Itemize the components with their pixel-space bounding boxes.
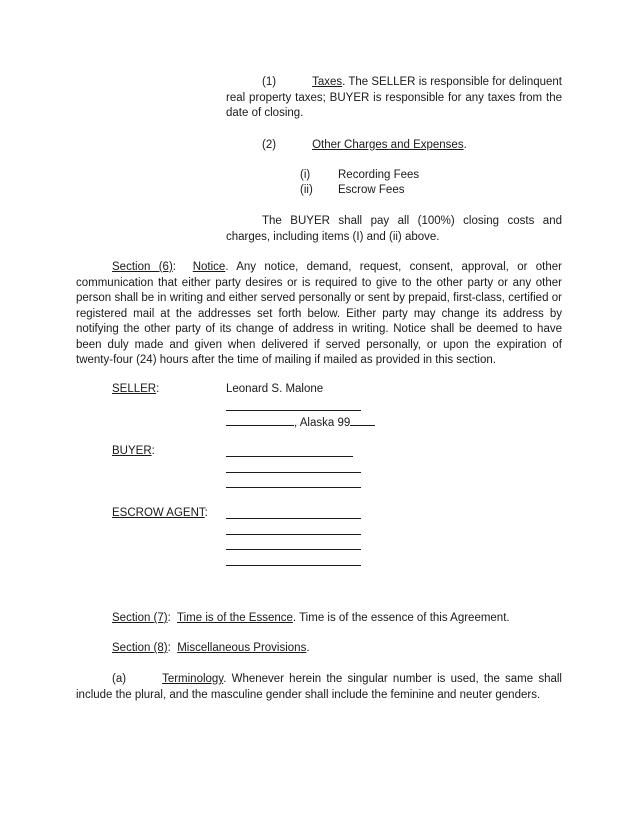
other-charges-number: (2) — [262, 139, 277, 151]
seller-city-suffix: , Alaska 99 — [294, 417, 351, 429]
closing-costs-paragraph: The BUYER shall pay all (100%) closing costs and charges, including items (I) and (ii) above. — [226, 215, 562, 243]
charge-item-number: (i) — [300, 169, 311, 181]
section-8-title: Miscellaneous Provisions — [177, 642, 307, 654]
taxes-text: . The SELLER is responsible for delinquent real property taxes; BUYER is responsible for any taxes from the date of closing. — [226, 76, 562, 119]
charge-item-1 — [300, 168, 419, 184]
section-8-period: . — [306, 642, 310, 654]
section-6-paragraph: Section (6): Notice. Any notice, demand, request, consent, approval, or other communication that either party desires or is required to give to the other party or any other person shall be in writing and either served personally or sent by prepaid, first-class, certified or registered mail at the addresses set forth below. Either party may change its address by notifying the other party of its change of address in writing. Notice shall be deemed to have been duly made and given when delivered if served personally, or upon the expiration of twenty-four (24) hours after the time of mailing if mailed as provided in this section. — [76, 261, 562, 366]
signature-line — [226, 506, 361, 522]
charge-item-label: Recording Fees — [338, 169, 420, 181]
seller-city-line — [226, 413, 375, 429]
terminology-text: . Whenever herein the singular number is used, the same shall include the plural, and the masculine gender shall include the feminine and neuter genders. — [76, 673, 562, 701]
buyer-address-block — [226, 444, 361, 491]
taxes-title: Taxes — [312, 76, 343, 88]
section-8-paragraph: Section (8): Miscellaneous Provisions. — [112, 642, 310, 654]
seller-address-block — [226, 382, 375, 429]
signature-line — [226, 460, 361, 476]
signature-line — [226, 444, 361, 460]
section-8-heading: Section (8) — [112, 642, 168, 654]
charge-item-label: Escrow Fees — [338, 184, 405, 196]
signature-line — [226, 553, 361, 569]
escrow-address-block — [226, 506, 361, 568]
taxes-number: (1) — [262, 76, 277, 88]
seller-label-text: SELLER — [112, 383, 157, 395]
signature-line — [226, 398, 375, 414]
buyer-label: BUYER: — [112, 445, 155, 457]
section-6-text: . Any notice, demand, request, consent, approval, or other communication that either party desires or is required to give to the other party or any other person shall be in writing and either served personally or sent by prepaid, first-class, certified or registered mail at the addresses set forth below. Either party may change its address by notifying the other party of its change of address in writing. Notice shall be deemed to have been duly made and given when delivered if served personally, or upon the expiration of twenty-four (24) hours after the time of mailing if mailed as provided in this section. — [76, 261, 562, 366]
other-charges-period: . — [463, 139, 467, 151]
section-7-text: . Time is of the essence of this Agreement. — [292, 612, 510, 624]
section-7-title: Time is of the Essence — [177, 612, 293, 624]
taxes-paragraph — [226, 75, 562, 122]
seller-name: Leonard S. Malone — [226, 383, 324, 395]
charge-item-2 — [300, 183, 404, 199]
other-charges-heading — [262, 138, 467, 154]
signature-line — [226, 537, 361, 553]
section-6-heading: Section (6) — [112, 261, 173, 273]
charge-item-number: (ii) — [300, 184, 313, 196]
escrow-label-text: ESCROW AGENT — [112, 507, 205, 519]
signature-line — [226, 522, 361, 538]
section-7-heading: Section (7) — [112, 612, 168, 624]
terminology-title: Terminology — [162, 673, 224, 685]
terminology-number: (a) — [112, 673, 127, 685]
terminology-paragraph — [76, 672, 562, 703]
signature-line — [226, 475, 361, 491]
other-charges-title: Other Charges and Expenses — [312, 139, 464, 151]
escrow-agent-label: ESCROW AGENT: — [112, 507, 208, 519]
seller-label: SELLER: — [112, 383, 160, 395]
buyer-label-text: BUYER — [112, 445, 152, 457]
section-6-title: Notice — [192, 261, 226, 273]
section-7-paragraph: Section (7): Time is of the Essence. Time is of the essence of this Agreement. — [112, 612, 510, 624]
